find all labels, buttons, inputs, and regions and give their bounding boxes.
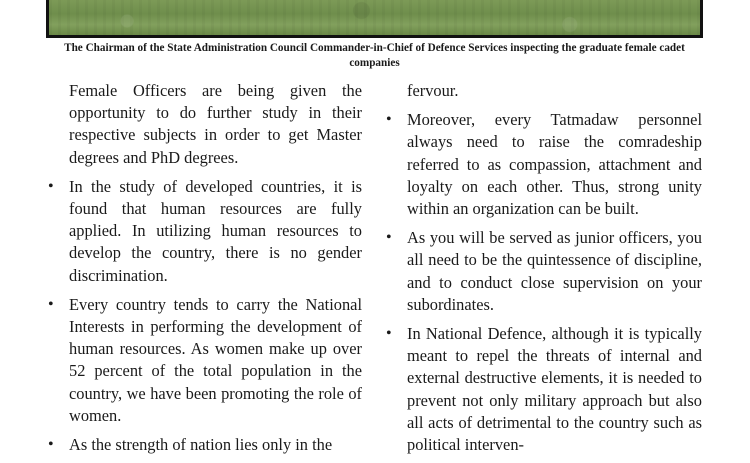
photo-image — [46, 0, 703, 38]
right-bullet-list — [386, 109, 702, 456]
left-bullet-list — [48, 176, 362, 456]
right-lead-paragraph: fervour. — [407, 81, 459, 100]
list-item: • In National Defence, although it is typically meant to repel the threats of internal and external destructive elements, it is needed to prevent not only military approach but also all acts of detrimental to the country such as political interven- — [386, 323, 702, 456]
right-column — [386, 80, 702, 463]
list-item: • In the study of developed countries, it is found that human resources are fully applied. In utilizing human resources to develop the country, there is no gender discrimination. — [48, 176, 362, 287]
list-item: • Moreover, every Tatmadaw personnel always need to raise the comradeship referred to as compassion, attachment and loyalty on each other. Thus, strong unity within an organization can be built. — [386, 109, 702, 220]
left-lead-paragraph: Female Officers are being given the opportunity to do further study in their respective subjects in order to get Master degrees and PhD degrees. — [69, 81, 362, 167]
photo-caption: The Chairman of the State Administration Council Commander-in-Chief of Defence Services inspecting the graduate female cadet companies — [64, 42, 685, 69]
left-column — [48, 80, 362, 463]
list-item: • Every country tends to carry the National Interests in performing the development of human resources. As women make up over 52 percent of the total population in the country, we have been promoting the role of women. — [48, 294, 362, 427]
list-item: • As the strength of nation lies only in the — [48, 434, 362, 456]
list-item: • As you will be served as junior officers, you all need to be the quintessence of discipline, and to conduct close supervision on your subordinates. — [386, 227, 702, 316]
